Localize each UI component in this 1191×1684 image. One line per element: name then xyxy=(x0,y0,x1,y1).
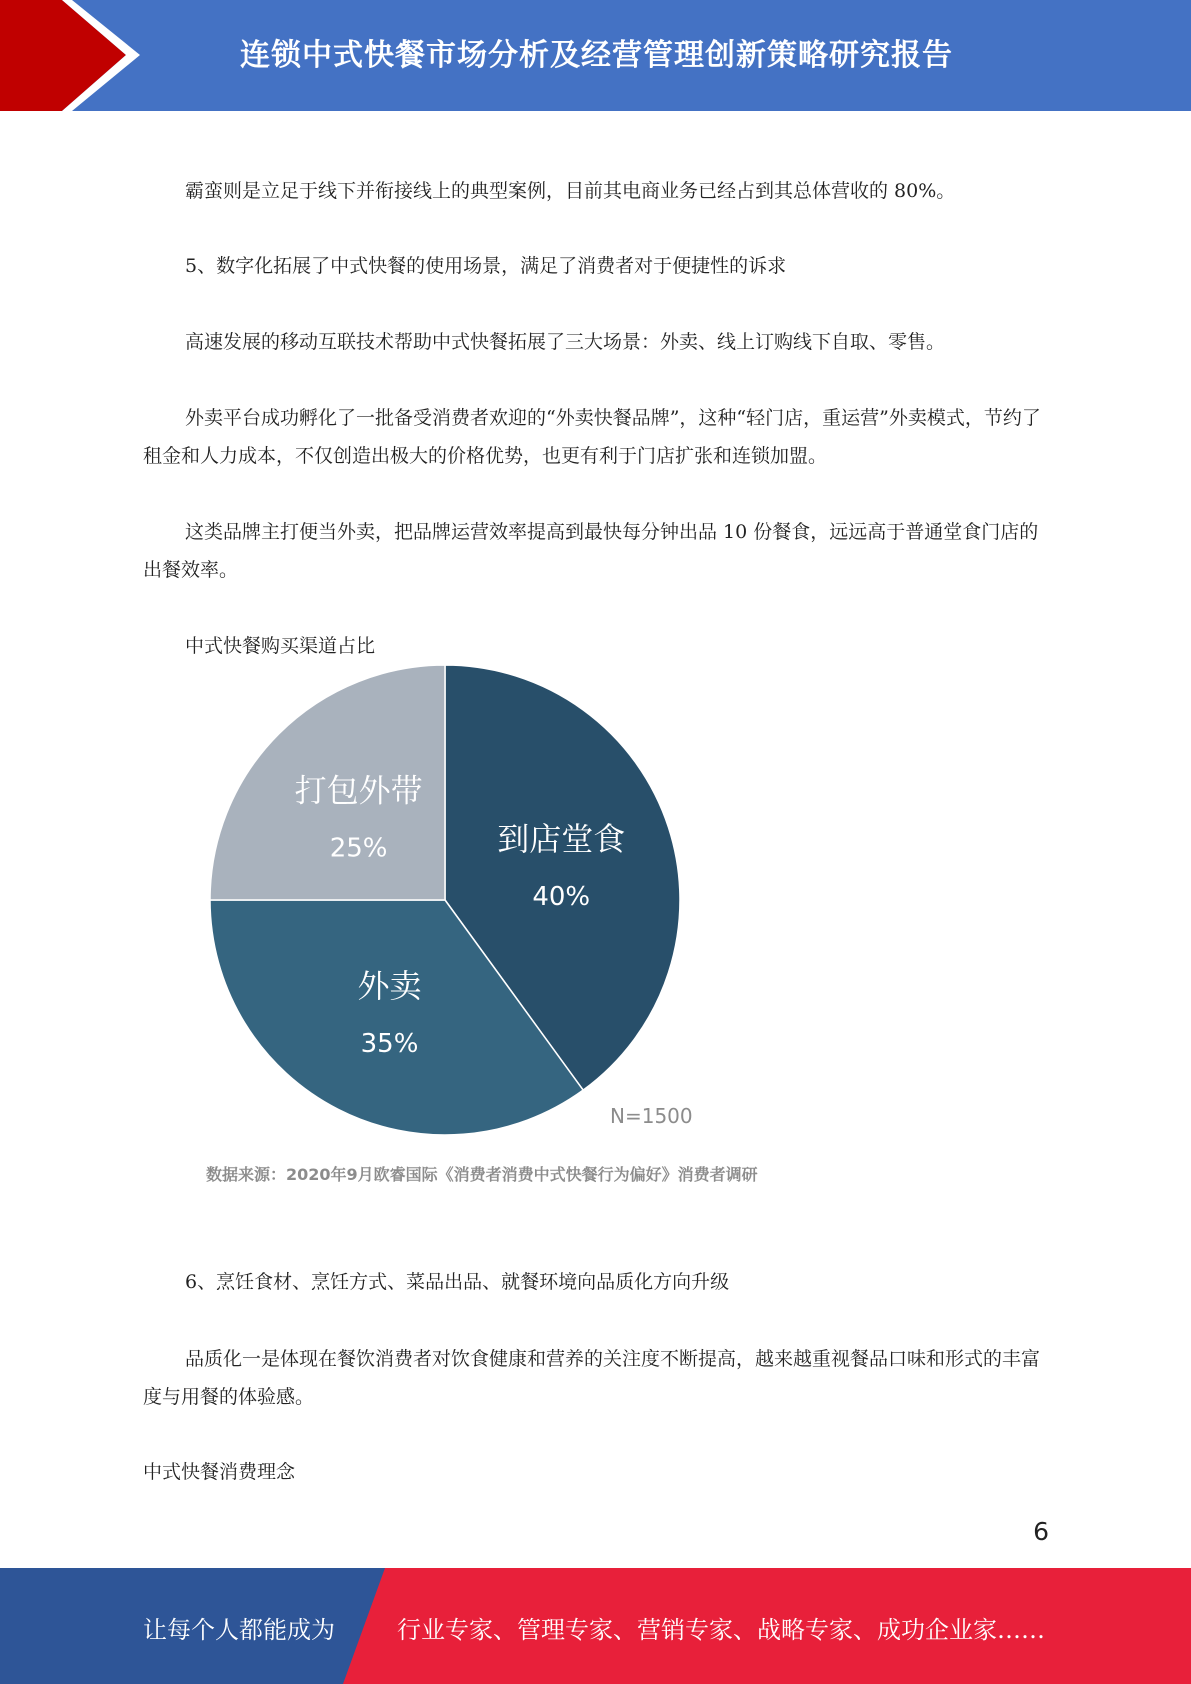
footer-slogan-left: 让每个人都能成为 xyxy=(143,1616,335,1644)
paragraph-7: 品质化一是体现在餐饮消费者对饮食健康和营养的关注度不断提高，越来越重视餐品口味和形式的丰富度与用餐的体验感。 xyxy=(143,1348,1041,1408)
channel-pie-chart xyxy=(195,660,715,1140)
pie-label-3: 打包外带 xyxy=(294,771,423,810)
pie-label-1: 到店堂食 xyxy=(497,820,626,859)
chart-source-note: 数据来源：2020年9月欧睿国际《消费者消费中式快餐行为偏好》消费者调研 xyxy=(206,1165,758,1184)
report-title: 连锁中式快餐市场分析及经营管理创新策略研究报告 xyxy=(240,38,953,73)
footer-slogan-right: 行业专家、管理专家、营销专家、战略专家、成功企业家…… xyxy=(397,1616,1045,1644)
paragraph-3: 高速发展的移动互联技术帮助中式快餐拓展了三大场景：外卖、线上订购线下自取、零售。 xyxy=(185,331,946,353)
page-number: 6 xyxy=(1033,1517,1049,1546)
sample-size-note: N=1500 xyxy=(610,1104,693,1128)
page-footer xyxy=(0,1568,1191,1684)
paragraph-8: 中式快餐消费理念 xyxy=(143,1461,296,1483)
chart-caption: 中式快餐购买渠道占比 xyxy=(185,635,376,657)
pie-value-label-2: 35% xyxy=(360,1028,419,1059)
paragraph-4: 外卖平台成功孵化了一批备受消费者欢迎的“外卖快餐品牌”，这种“轻门店，重运营”外卖模式，节约了租金和人力成本，不仅创造出极大的价格优势，也更有利于门店扩张和连锁加盟。 xyxy=(143,407,1041,467)
page-header xyxy=(0,0,1191,111)
pie-value-label-3: 25% xyxy=(329,833,388,864)
section-heading-5: 5、数字化拓展了中式快餐的使用场景，满足了消费者对于便捷性的诉求 xyxy=(185,255,787,277)
paragraph-5: 这类品牌主打便当外卖，把品牌运营效率提高到最快每分钟出品 10 份餐食，远远高于普通堂食门店的出餐效率。 xyxy=(143,521,1039,581)
section-heading-6: 6、烹饪食材、烹饪方式、菜品出品、就餐环境向品质化方向升级 xyxy=(185,1271,730,1293)
paragraph-1: 霸蛮则是立足于线下并衔接线上的典型案例，目前其电商业务已经占到其总体营收的 80%。 xyxy=(185,180,956,202)
pie-chart-svg xyxy=(195,660,715,1140)
pie-value-label-1: 40% xyxy=(532,882,591,913)
pie-label-2: 外卖 xyxy=(357,966,422,1005)
